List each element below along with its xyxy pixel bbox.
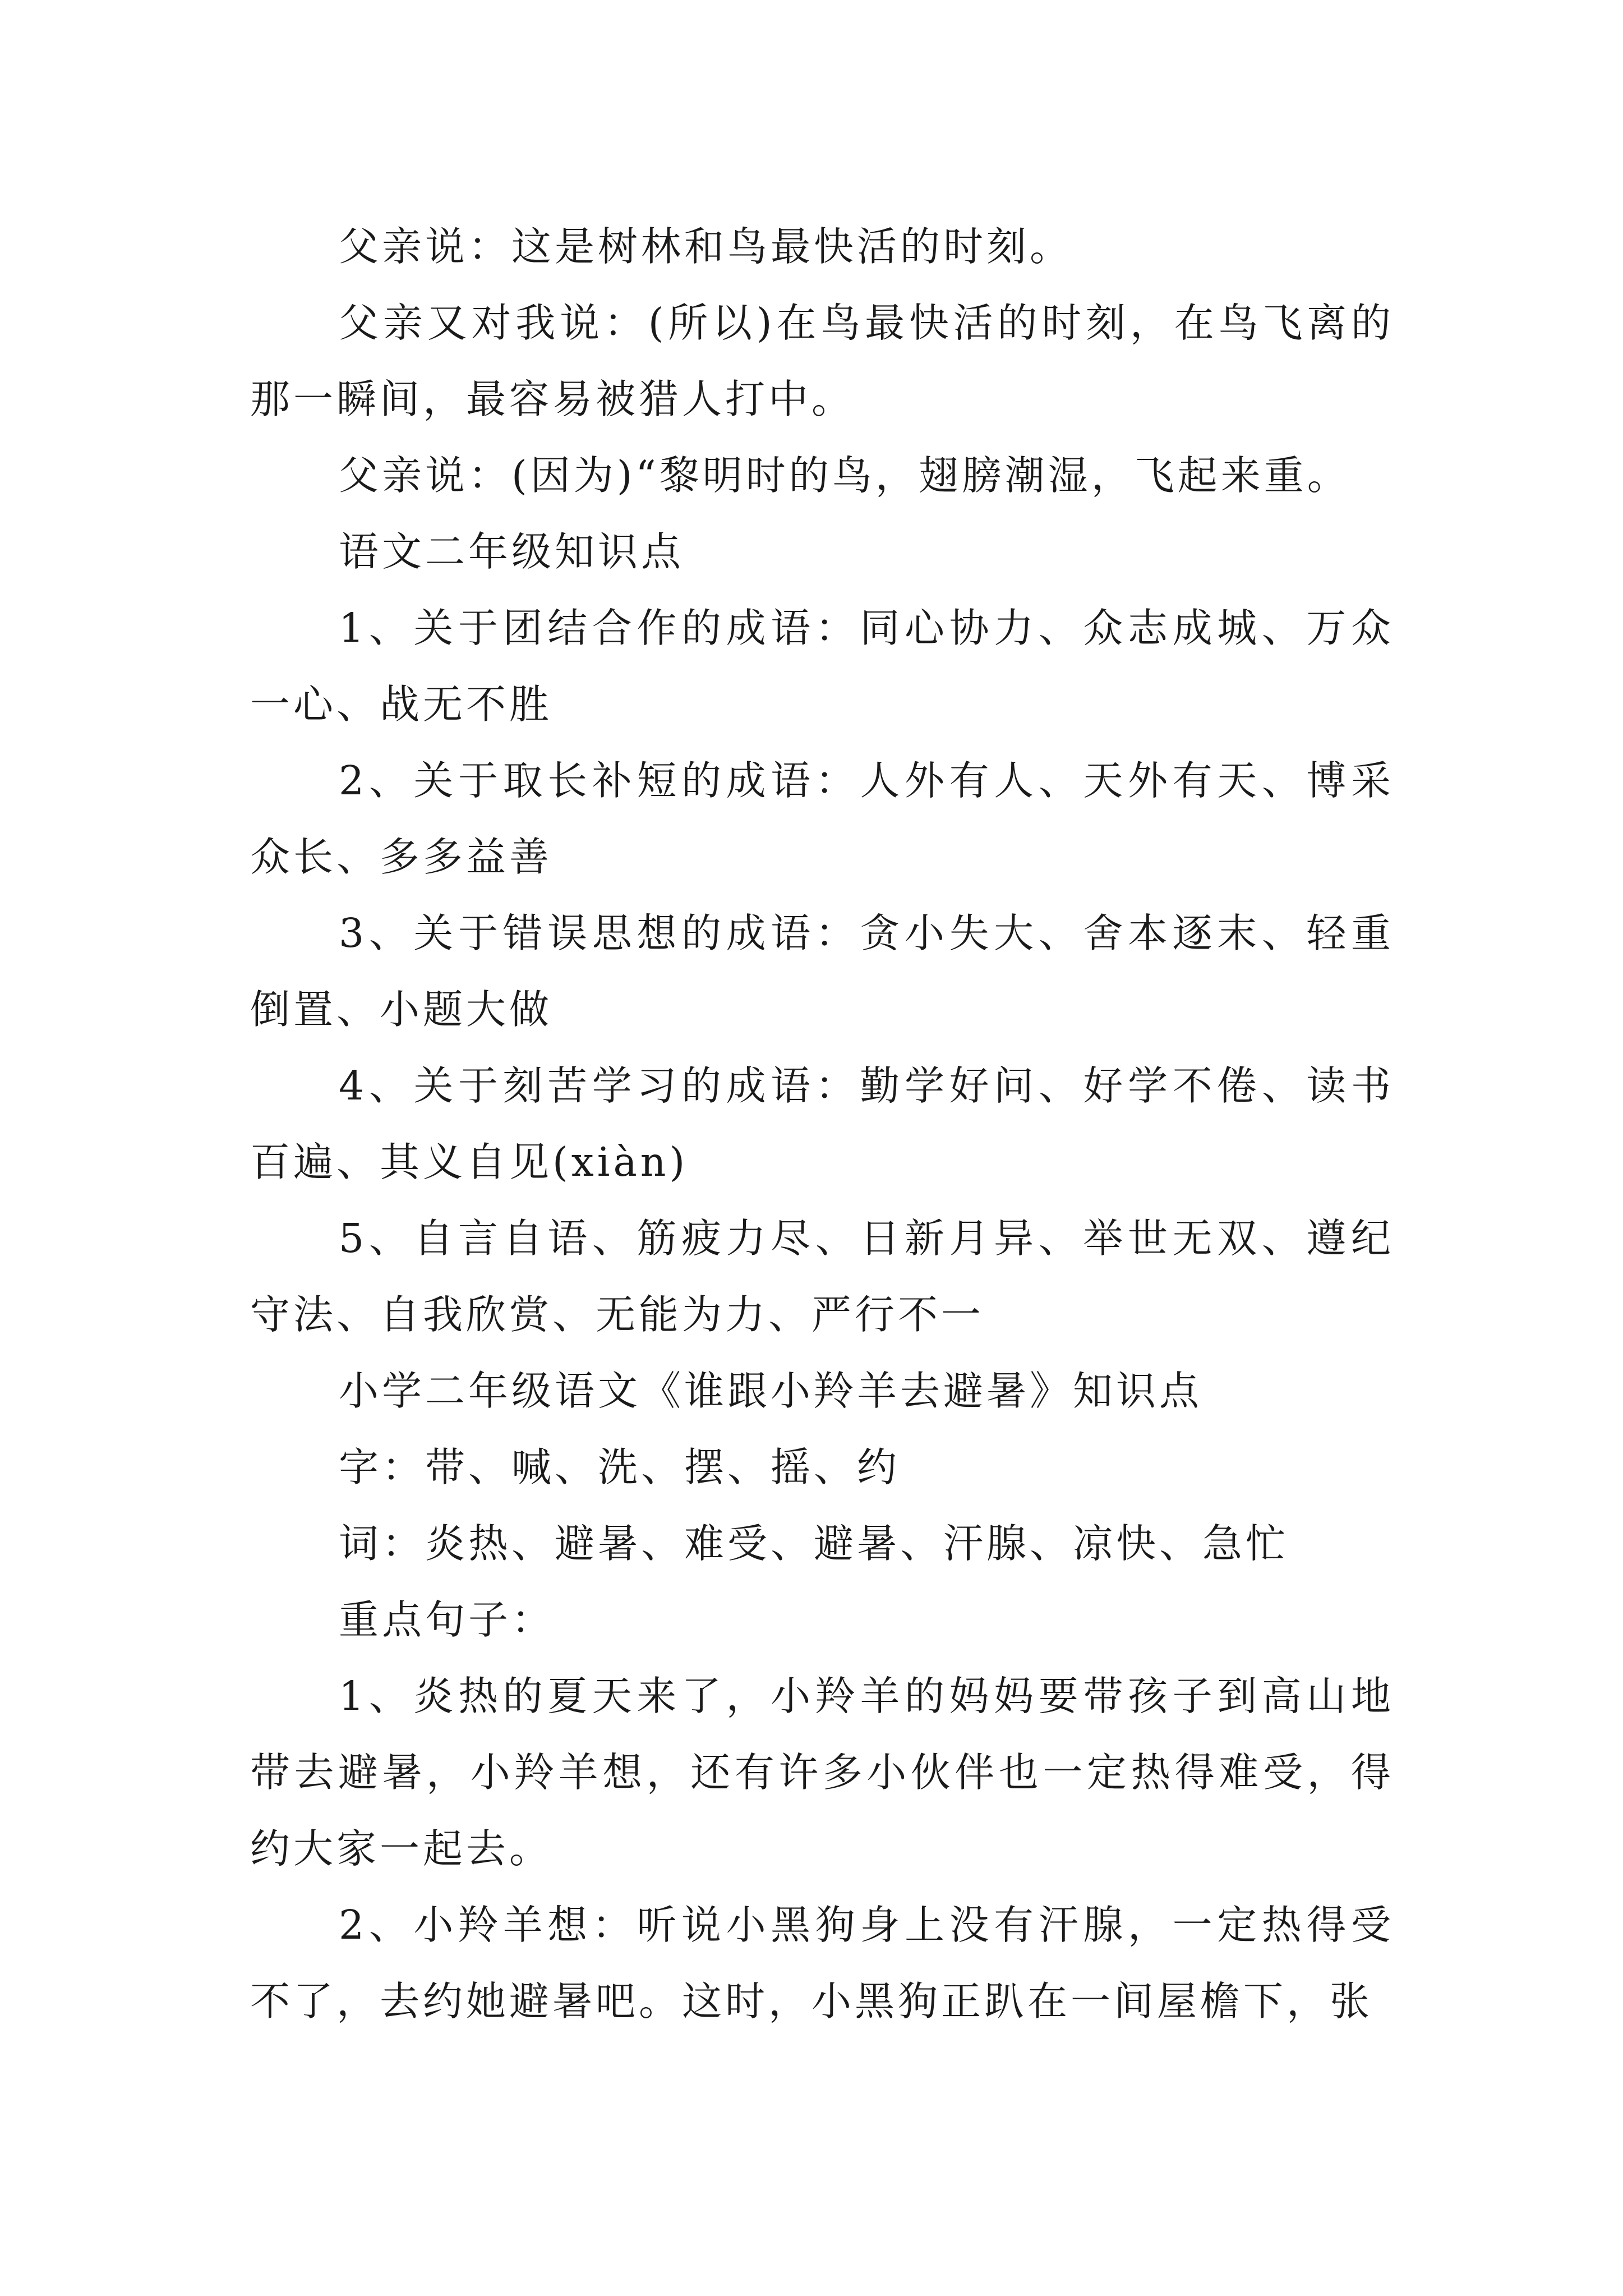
vocab-characters: 字：带、喊、洗、摆、摇、约 <box>339 1444 901 1490</box>
document-body <box>250 209 1394 2040</box>
list-item-hard-study-idioms: 4、关于刻苦学习的成语：勤学好问、好学不倦、读书百遍、其义自见(xiàn) <box>250 1062 1394 1185</box>
key-sentence-2: 2、小羚羊想：听说小黑狗身上没有汗腺，一定热得受不了，去约她避暑吧。这时，小黑狗正趴在一间屋檐下，张 <box>250 1902 1394 2024</box>
paragraph-father-says-happiest-moment: 父亲说：这是树林和鸟最快活的时刻。 <box>339 223 1073 270</box>
list-item-teamwork-idioms: 1、关于团结合作的成语：同心协力、众志成城、万众一心、战无不胜 <box>250 605 1394 728</box>
paragraph-easiest-to-be-shot: 父亲又对我说：(所以)在鸟最快活的时刻，在鸟飞离的那一瞬间，最容易被猎人打中。 <box>250 300 1394 422</box>
key-sentence-1: 1、炎热的夏天来了，小羚羊的妈妈要带孩子到高山地带去避暑，小羚羊想，还有许多小伙伴也一定热得难受，得约大家一起去。 <box>250 1673 1394 1872</box>
section-heading-antelope-lesson: 小学二年级语文《谁跟小羚羊去避暑》知识点 <box>339 1368 1203 1414</box>
paragraph-wet-wings: 父亲说：(因为)“黎明时的鸟，翅膀潮湿，飞起来重。 <box>339 452 1350 499</box>
list-item-wrong-thinking-idioms: 3、关于错误思想的成语：贪小失大、舍本逐末、轻重倒置、小题大做 <box>250 910 1394 1033</box>
list-item-learn-from-others-idioms: 2、关于取长补短的成语：人外有人、天外有天、博采众长、多多益善 <box>250 757 1394 880</box>
key-sentences-heading: 重点句子： <box>339 1596 555 1643</box>
list-item-misc-idioms: 5、自言自语、筋疲力尽、日新月异、举世无双、遵纪守法、自我欣赏、无能为力、严行不一 <box>250 1215 1394 1338</box>
vocab-words: 词：炎热、避暑、难受、避暑、汗腺、凉快、急忙 <box>339 1520 1289 1567</box>
section-heading-grade2-knowledge: 语文二年级知识点 <box>339 528 685 575</box>
